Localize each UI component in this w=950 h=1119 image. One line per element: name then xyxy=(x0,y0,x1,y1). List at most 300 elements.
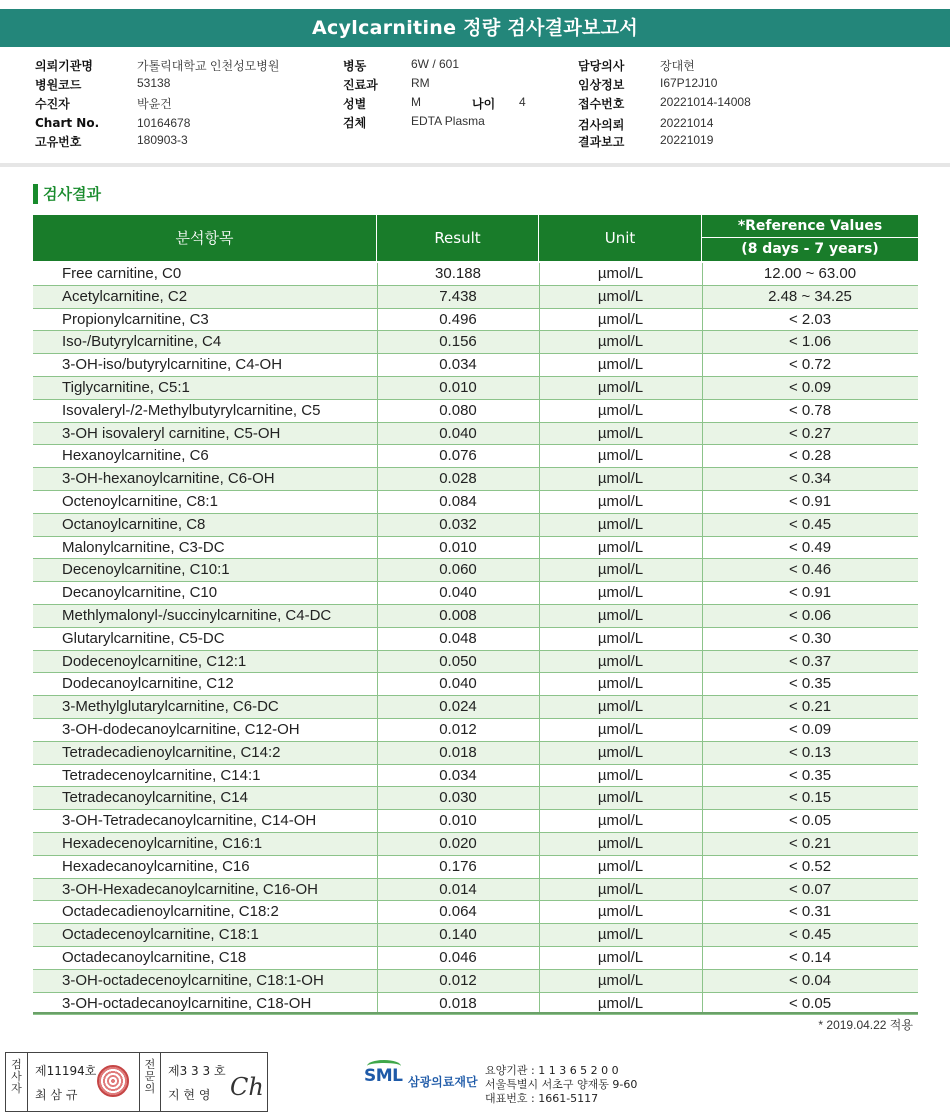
column-divider xyxy=(702,879,703,902)
cell-analyte: Decenoylcarnitine, C10:1 xyxy=(62,561,230,579)
column-divider xyxy=(702,491,703,514)
cell-unit: µmol/L xyxy=(597,265,644,282)
cell-result: 0.024 xyxy=(439,698,477,716)
column-divider xyxy=(702,901,703,924)
cell-reference: < 0.21 xyxy=(788,698,832,716)
cell-unit: µmol/L xyxy=(597,720,644,738)
label-age: 나이 xyxy=(472,97,496,111)
cell-reference: < 0.13 xyxy=(788,743,832,761)
cell-analyte: 3-Methylglutarylcarnitine, C6-DC xyxy=(62,698,279,716)
label-clinical-info: 임상정보 xyxy=(578,78,625,92)
column-divider xyxy=(377,514,378,537)
column-divider xyxy=(377,833,378,856)
table-row xyxy=(33,445,918,468)
column-divider xyxy=(539,468,540,491)
label-accession-no: 접수번호 xyxy=(578,97,625,111)
column-divider xyxy=(539,924,540,947)
handwritten-signature: Ch xyxy=(230,1073,264,1101)
cell-result: 0.040 xyxy=(439,424,477,442)
cell-analyte: Acetylcarnitine, C2 xyxy=(62,287,188,305)
cell-unit: µmol/L xyxy=(597,561,644,579)
cell-reference: < 2.03 xyxy=(788,310,832,328)
column-divider xyxy=(539,787,540,810)
cell-analyte: Octadecenoylcarnitine, C18:1 xyxy=(62,926,259,944)
column-divider xyxy=(539,331,540,354)
column-divider xyxy=(377,924,378,947)
table-row xyxy=(33,286,918,309)
cell-result: 30.188 xyxy=(435,265,481,282)
cell-analyte: Octenoylcarnitine, C8:1 xyxy=(62,492,218,510)
table-row xyxy=(33,354,918,377)
column-divider xyxy=(539,491,540,514)
header-result: Result xyxy=(377,215,539,261)
value-age: 4 xyxy=(519,95,526,109)
column-divider xyxy=(702,856,703,879)
column-divider xyxy=(539,400,540,423)
column-divider xyxy=(377,582,378,605)
column-divider xyxy=(702,423,703,446)
cell-analyte: 3-OH-dodecanoylcarnitine, C12-OH xyxy=(62,720,300,738)
label-hospital-code: 병원코드 xyxy=(35,78,82,92)
cell-result: 0.140 xyxy=(439,926,477,944)
cell-result: 0.034 xyxy=(439,356,477,374)
column-divider xyxy=(377,331,378,354)
value-institution: 가톨릭대학교 인천성모병원 xyxy=(137,59,280,73)
column-divider xyxy=(377,810,378,833)
seal-stamp xyxy=(97,1065,129,1097)
lab-name: 삼광의료재단 xyxy=(408,1075,478,1089)
cell-unit: µmol/L xyxy=(597,652,644,670)
column-divider xyxy=(702,354,703,377)
label-institution: 의뢰기관명 xyxy=(35,59,93,73)
value-hospital-code: 53138 xyxy=(137,76,171,90)
cell-analyte: Tetradecenoylcarnitine, C14:1 xyxy=(62,766,261,784)
table-row xyxy=(33,719,918,742)
cell-result: 0.030 xyxy=(439,789,477,807)
column-divider xyxy=(702,947,703,970)
cell-reference: < 0.78 xyxy=(788,401,832,419)
cell-unit: µmol/L xyxy=(597,447,644,465)
column-divider xyxy=(539,696,540,719)
table-row xyxy=(33,537,918,560)
cell-result: 0.080 xyxy=(439,401,477,419)
cell-unit: µmol/L xyxy=(597,401,644,419)
column-divider xyxy=(702,742,703,765)
column-divider xyxy=(377,787,378,810)
cell-reference: < 0.35 xyxy=(788,675,832,693)
cell-reference: < 0.05 xyxy=(788,994,832,1012)
table-row xyxy=(33,810,918,833)
cell-result: 0.008 xyxy=(439,606,477,624)
column-divider xyxy=(539,605,540,628)
cell-reference: < 0.21 xyxy=(788,834,832,852)
table-row xyxy=(33,947,918,970)
column-divider xyxy=(377,491,378,514)
column-divider xyxy=(702,582,703,605)
column-divider xyxy=(377,445,378,468)
cell-result: 0.496 xyxy=(439,310,477,328)
cell-analyte: Octadecanoylcarnitine, C18 xyxy=(62,948,247,966)
cell-reference: < 0.91 xyxy=(788,492,832,510)
cell-reference: < 0.35 xyxy=(788,766,832,784)
label-request-date: 검사의뢰 xyxy=(578,118,625,132)
lab-address: 서울특별시 서초구 양재동 9-60 xyxy=(485,1078,638,1091)
cell-result: 0.010 xyxy=(439,378,477,396)
column-divider xyxy=(539,559,540,582)
value-request-date: 20221014 xyxy=(660,116,714,130)
column-divider xyxy=(702,673,703,696)
column-divider xyxy=(539,901,540,924)
cell-result: 0.010 xyxy=(439,812,477,830)
cell-reference: < 0.45 xyxy=(788,515,832,533)
column-divider xyxy=(377,559,378,582)
cell-analyte: Octadecadienoylcarnitine, C18:2 xyxy=(62,903,279,921)
value-clinical-info: I67P12J10 xyxy=(660,76,718,90)
table-row xyxy=(33,696,918,719)
cell-analyte: 3-OH-Tetradecanoylcarnitine, C14-OH xyxy=(62,812,317,830)
cell-unit: µmol/L xyxy=(597,515,644,533)
column-divider xyxy=(539,354,540,377)
specialist-name: 지 현 영 xyxy=(168,1088,211,1102)
column-divider xyxy=(377,309,378,332)
cell-result: 0.060 xyxy=(439,561,477,579)
column-divider xyxy=(377,970,378,993)
table-row xyxy=(33,628,918,651)
report-title: Acylcarnitine 정량 검사결과보고서 xyxy=(0,9,950,47)
table-row xyxy=(33,331,918,354)
table-row xyxy=(33,742,918,765)
header-item: 분석항목 xyxy=(33,215,377,261)
column-divider xyxy=(702,651,703,674)
cell-analyte: Dodecenoylcarnitine, C12:1 xyxy=(62,652,247,670)
cell-result: 0.064 xyxy=(439,903,477,921)
label-report-date: 결과보고 xyxy=(578,135,625,149)
cell-result: 0.010 xyxy=(439,538,477,556)
table-row xyxy=(33,309,918,332)
table-row xyxy=(33,673,918,696)
cell-reference: < 0.52 xyxy=(788,857,832,875)
lab-facility-no: 요양기관 : 1 1 3 6 5 2 0 0 xyxy=(485,1064,619,1077)
column-divider xyxy=(702,537,703,560)
value-accession-no: 20221014-14008 xyxy=(660,95,751,109)
cell-unit: µmol/L xyxy=(597,766,644,784)
cell-analyte: Hexadecanoylcarnitine, C16 xyxy=(62,857,250,875)
column-divider xyxy=(539,514,540,537)
column-divider xyxy=(702,696,703,719)
table-row xyxy=(33,400,918,423)
column-divider xyxy=(377,400,378,423)
value-report-date: 20221019 xyxy=(660,133,714,147)
cell-reference: < 0.28 xyxy=(788,447,832,465)
cell-unit: µmol/L xyxy=(597,629,644,647)
cell-result: 0.040 xyxy=(439,584,477,602)
cell-reference: < 0.07 xyxy=(788,880,832,898)
column-divider xyxy=(539,423,540,446)
label-patient: 수진자 xyxy=(35,97,70,111)
column-divider xyxy=(702,970,703,993)
table-row xyxy=(33,879,918,902)
column-divider xyxy=(377,651,378,674)
table-row xyxy=(33,765,918,788)
cell-result: 0.076 xyxy=(439,447,477,465)
cell-reference: 2.48 ~ 34.25 xyxy=(768,287,852,305)
column-divider xyxy=(702,331,703,354)
cell-analyte: Methlymalonyl-/succinylcarnitine, C4-DC xyxy=(62,606,332,624)
section-marker xyxy=(33,184,38,204)
cell-reference: < 0.34 xyxy=(788,470,832,488)
table-row xyxy=(33,924,918,947)
column-divider xyxy=(377,377,378,400)
column-divider xyxy=(539,673,540,696)
column-divider xyxy=(539,309,540,332)
cell-reference: < 0.04 xyxy=(788,971,832,989)
cell-reference: < 0.45 xyxy=(788,926,832,944)
table-row xyxy=(33,651,918,674)
cell-unit: µmol/L xyxy=(597,743,644,761)
cell-unit: µmol/L xyxy=(597,834,644,852)
cell-result: 0.050 xyxy=(439,652,477,670)
table-row xyxy=(33,263,918,286)
column-divider xyxy=(702,924,703,947)
label-chart-no: Chart No. xyxy=(35,116,100,130)
header-reference: *Reference Values xyxy=(702,215,918,238)
cell-unit: µmol/L xyxy=(597,926,644,944)
cell-result: 0.032 xyxy=(439,515,477,533)
column-divider xyxy=(377,423,378,446)
cell-analyte: Octanoylcarnitine, C8 xyxy=(62,515,206,533)
column-divider xyxy=(377,901,378,924)
value-doctor: 장대현 xyxy=(660,59,695,73)
column-divider xyxy=(539,947,540,970)
cell-result: 0.014 xyxy=(439,880,477,898)
column-divider xyxy=(377,673,378,696)
value-patient: 박윤건 xyxy=(137,97,172,111)
cell-result: 0.012 xyxy=(439,720,477,738)
cell-analyte: Hexadecenoylcarnitine, C16:1 xyxy=(62,834,263,852)
cell-unit: µmol/L xyxy=(597,287,644,305)
specialist-license-no: 제3 3 3 호 xyxy=(168,1064,226,1078)
cell-reference: < 0.49 xyxy=(788,538,832,556)
tester-name: 최 삼 규 xyxy=(35,1088,78,1102)
column-divider xyxy=(702,286,703,309)
cell-unit: µmol/L xyxy=(597,378,644,396)
cell-unit: µmol/L xyxy=(597,470,644,488)
cell-reference: < 0.72 xyxy=(788,356,832,374)
column-divider xyxy=(539,765,540,788)
cell-reference: < 1.06 xyxy=(788,333,832,351)
column-divider xyxy=(377,765,378,788)
table-row xyxy=(33,970,918,993)
cell-result: 0.018 xyxy=(439,994,477,1012)
column-divider xyxy=(539,377,540,400)
column-divider xyxy=(539,263,540,286)
lab-contact xyxy=(485,1064,637,1106)
cell-analyte: Isovaleryl-/2-Methylbutyrylcarnitine, C5 xyxy=(62,401,321,419)
table-row xyxy=(33,856,918,879)
column-divider xyxy=(377,605,378,628)
cell-analyte: Decanoylcarnitine, C10 xyxy=(62,584,218,602)
table-row xyxy=(33,605,918,628)
cell-unit: µmol/L xyxy=(597,948,644,966)
footnote: * 2019.04.22 적용 xyxy=(818,1018,913,1032)
column-divider xyxy=(539,879,540,902)
cell-analyte: 3-OH-iso/butyrylcarnitine, C4-OH xyxy=(62,356,283,374)
value-specimen: EDTA Plasma xyxy=(411,114,485,128)
table-row xyxy=(33,514,918,537)
table-row xyxy=(33,468,918,491)
cell-unit: µmol/L xyxy=(597,310,644,328)
table-row xyxy=(33,377,918,400)
column-divider xyxy=(539,970,540,993)
column-divider xyxy=(377,628,378,651)
column-divider xyxy=(702,559,703,582)
cell-analyte: Tetradecadienoylcarnitine, C14:2 xyxy=(62,743,281,761)
cell-reference: < 0.06 xyxy=(788,606,832,624)
column-divider xyxy=(702,400,703,423)
column-divider xyxy=(702,309,703,332)
results-table xyxy=(33,263,918,1015)
cell-unit: µmol/L xyxy=(597,492,644,510)
cell-result: 0.048 xyxy=(439,629,477,647)
cell-analyte: 3-OH-octadecanoylcarnitine, C18-OH xyxy=(62,994,312,1012)
column-divider xyxy=(702,263,703,286)
cell-unit: µmol/L xyxy=(597,606,644,624)
column-divider xyxy=(702,765,703,788)
patient-info xyxy=(0,56,950,164)
cell-result: 0.034 xyxy=(439,766,477,784)
cell-result: 7.438 xyxy=(439,287,477,305)
table-row xyxy=(33,559,918,582)
cell-analyte: Free carnitine, C0 xyxy=(62,265,182,282)
cell-reference: < 0.91 xyxy=(788,584,832,602)
cell-analyte: Hexanoylcarnitine, C6 xyxy=(62,447,209,465)
table-row xyxy=(33,582,918,605)
column-divider xyxy=(702,468,703,491)
cell-unit: µmol/L xyxy=(597,880,644,898)
header-reference-range: (8 days - 7 years) xyxy=(741,241,879,257)
cell-reference: < 0.37 xyxy=(788,652,832,670)
cell-result: 0.020 xyxy=(439,834,477,852)
cell-unit: µmol/L xyxy=(597,698,644,716)
table-row xyxy=(33,901,918,924)
column-divider xyxy=(377,263,378,286)
column-divider xyxy=(702,445,703,468)
label-ward: 병동 xyxy=(343,59,367,73)
column-divider xyxy=(377,719,378,742)
cell-unit: µmol/L xyxy=(597,994,644,1012)
column-divider xyxy=(377,742,378,765)
cell-analyte: Glutarylcarnitine, C5-DC xyxy=(62,629,225,647)
cell-result: 0.084 xyxy=(439,492,477,510)
header-divider xyxy=(0,163,950,167)
column-divider xyxy=(539,856,540,879)
column-divider xyxy=(539,833,540,856)
column-divider xyxy=(702,377,703,400)
cell-analyte: Malonylcarnitine, C3-DC xyxy=(62,538,225,556)
cell-analyte: Tiglycarnitine, C5:1 xyxy=(62,378,190,396)
column-divider xyxy=(702,628,703,651)
column-divider xyxy=(702,605,703,628)
cell-result: 0.046 xyxy=(439,948,477,966)
cell-analyte: Dodecanoylcarnitine, C12 xyxy=(62,675,234,693)
cell-reference: < 0.30 xyxy=(788,629,832,647)
column-divider xyxy=(702,514,703,537)
value-sex: M xyxy=(411,95,421,109)
cell-unit: µmol/L xyxy=(597,971,644,989)
specialist-label: 전문의 xyxy=(139,1053,161,1111)
label-sex: 성별 xyxy=(343,97,367,111)
column-divider xyxy=(377,537,378,560)
section-title: 검사결과 xyxy=(43,185,101,203)
cell-result: 0.040 xyxy=(439,675,477,693)
tester-label: 검사자 xyxy=(6,1053,28,1111)
lab-logo-text: SML xyxy=(364,1066,403,1086)
value-ward: 6W / 601 xyxy=(411,57,460,71)
column-divider xyxy=(539,537,540,560)
column-divider xyxy=(539,445,540,468)
column-divider xyxy=(702,787,703,810)
cell-unit: µmol/L xyxy=(597,789,644,807)
cell-unit: µmol/L xyxy=(597,903,644,921)
cell-result: 0.156 xyxy=(439,333,477,351)
column-divider xyxy=(377,468,378,491)
cell-reference: < 0.09 xyxy=(788,378,832,396)
table-row xyxy=(33,833,918,856)
cell-reference: < 0.27 xyxy=(788,424,832,442)
table-row xyxy=(33,491,918,514)
label-specimen: 검체 xyxy=(343,116,367,130)
column-divider xyxy=(377,286,378,309)
cell-result: 0.028 xyxy=(439,470,477,488)
value-chart-no: 10164678 xyxy=(137,116,191,130)
column-divider xyxy=(377,696,378,719)
cell-unit: µmol/L xyxy=(597,812,644,830)
cell-analyte: 3-OH isovaleryl carnitine, C5-OH xyxy=(62,424,281,442)
column-divider xyxy=(702,719,703,742)
cell-unit: µmol/L xyxy=(597,356,644,374)
cell-analyte: Tetradecanoylcarnitine, C14 xyxy=(62,789,248,807)
label-department: 진료과 xyxy=(343,78,378,92)
cell-analyte: Propionylcarnitine, C3 xyxy=(62,310,209,328)
column-divider xyxy=(377,879,378,902)
cell-analyte: 3-OH-Hexadecanoylcarnitine, C16-OH xyxy=(62,880,318,898)
column-divider xyxy=(539,810,540,833)
cell-unit: µmol/L xyxy=(597,538,644,556)
cell-result: 0.018 xyxy=(439,743,477,761)
label-unique-no: 고유번호 xyxy=(35,135,82,149)
cell-analyte: 3-OH-hexanoylcarnitine, C6-OH xyxy=(62,470,275,488)
cell-analyte: 3-OH-octadecenoylcarnitine, C18:1-OH xyxy=(62,971,324,989)
column-divider xyxy=(377,354,378,377)
cell-reference: 12.00 ~ 63.00 xyxy=(763,265,857,282)
column-divider xyxy=(539,582,540,605)
value-department: RM xyxy=(411,76,430,90)
column-divider xyxy=(377,856,378,879)
table-row xyxy=(33,423,918,446)
table-header xyxy=(33,215,918,261)
signature-box xyxy=(5,1052,268,1112)
table-row xyxy=(33,787,918,810)
column-divider xyxy=(702,810,703,833)
column-divider xyxy=(539,628,540,651)
cell-reference: < 0.31 xyxy=(788,903,832,921)
table-bottom-border xyxy=(33,1012,918,1014)
cell-unit: µmol/L xyxy=(597,333,644,351)
cell-reference: < 0.14 xyxy=(788,948,832,966)
cell-unit: µmol/L xyxy=(597,675,644,693)
cell-result: 0.176 xyxy=(439,857,477,875)
cell-result: 0.012 xyxy=(439,971,477,989)
